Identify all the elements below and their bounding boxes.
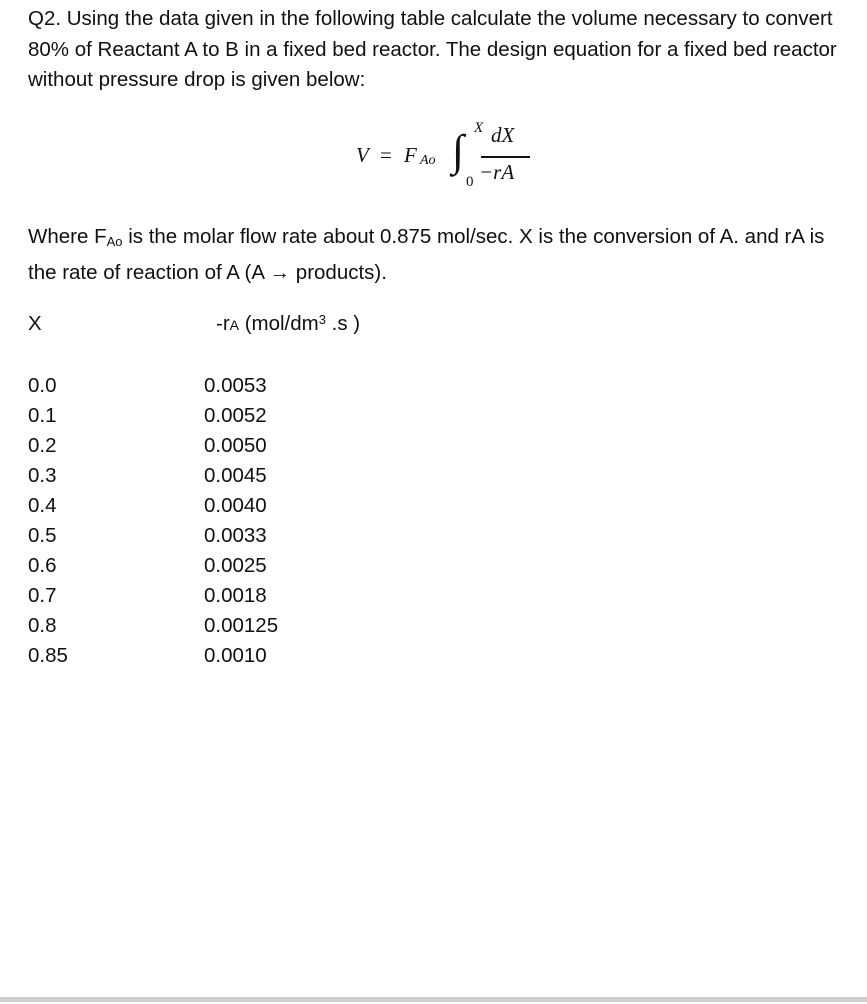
cell-conversion: 0.8 xyxy=(28,614,57,637)
table-row xyxy=(28,641,428,671)
cell-conversion: 0.3 xyxy=(28,464,57,487)
table-row xyxy=(28,461,428,491)
cell-rate: 0.0040 xyxy=(204,494,267,517)
table-row xyxy=(28,491,428,521)
fraction-denominator: −rA xyxy=(479,160,515,184)
cell-conversion: 0.85 xyxy=(28,644,68,667)
column-header-x: X xyxy=(28,312,42,335)
fraction-numerator: dX xyxy=(491,123,515,147)
table-row xyxy=(28,581,428,611)
question-text: Q2. Using the data given in the following table calculate the volume necessary to convert 80% of Reactant A to B in a fixed bed reactor. The design equation for a fixed bed reactor without pressure drop is given below: xyxy=(28,7,837,91)
cell-rate: 0.0010 xyxy=(204,644,267,667)
fraction-bar xyxy=(481,156,530,158)
where-prefix: Where F xyxy=(28,225,107,248)
integral-upper-limit: X xyxy=(474,120,484,136)
cell-rate: 0.0033 xyxy=(204,524,267,547)
equation-flow-symbol: F xyxy=(404,143,417,167)
rate-header-end: .s ) xyxy=(325,312,361,335)
cell-conversion: 0.1 xyxy=(28,404,57,427)
where-paragraph xyxy=(28,222,848,288)
rate-header-prefix: -r xyxy=(216,312,230,335)
table-row xyxy=(28,551,428,581)
cell-rate: 0.0018 xyxy=(204,584,267,607)
cell-conversion: 0.6 xyxy=(28,554,57,577)
table-row xyxy=(28,431,428,461)
cell-conversion: 0.0 xyxy=(28,374,57,397)
rate-header-subscript: A xyxy=(229,317,239,333)
cell-rate: 0.0050 xyxy=(204,434,267,457)
table-row xyxy=(28,401,428,431)
rate-header-units: (mol/dm xyxy=(239,312,319,335)
cell-rate: 0.0052 xyxy=(204,404,267,427)
table-row xyxy=(28,371,428,401)
equation-flow-subscript: Ao xyxy=(420,153,436,168)
cell-conversion: 0.7 xyxy=(28,584,57,607)
rate-header-superscript: 3 xyxy=(318,312,326,327)
cell-rate: 0.0053 xyxy=(204,374,267,397)
where-rest: is the molar flow rate about 0.875 mol/sec. X is the conversion of A. and rA is the rate of reaction of A (A → products). xyxy=(28,225,825,284)
data-table xyxy=(28,371,428,671)
cell-rate: 0.00125 xyxy=(204,614,279,637)
where-subscript: Ao xyxy=(106,234,123,249)
equation-equals: = xyxy=(380,143,392,167)
integral-sign: ∫ xyxy=(452,126,465,175)
cell-conversion: 0.2 xyxy=(28,434,57,457)
cell-conversion: 0.5 xyxy=(28,524,57,547)
equation-volume-symbol: V xyxy=(356,143,369,167)
cell-rate: 0.0025 xyxy=(204,554,267,577)
design-equation xyxy=(356,118,556,198)
table-row xyxy=(28,521,428,551)
page-bottom-border xyxy=(0,997,867,1002)
integral-lower-limit: 0 xyxy=(466,174,474,190)
cell-rate: 0.0045 xyxy=(204,464,267,487)
table-row xyxy=(28,611,428,641)
column-header-rate xyxy=(216,312,360,336)
cell-conversion: 0.4 xyxy=(28,494,57,517)
